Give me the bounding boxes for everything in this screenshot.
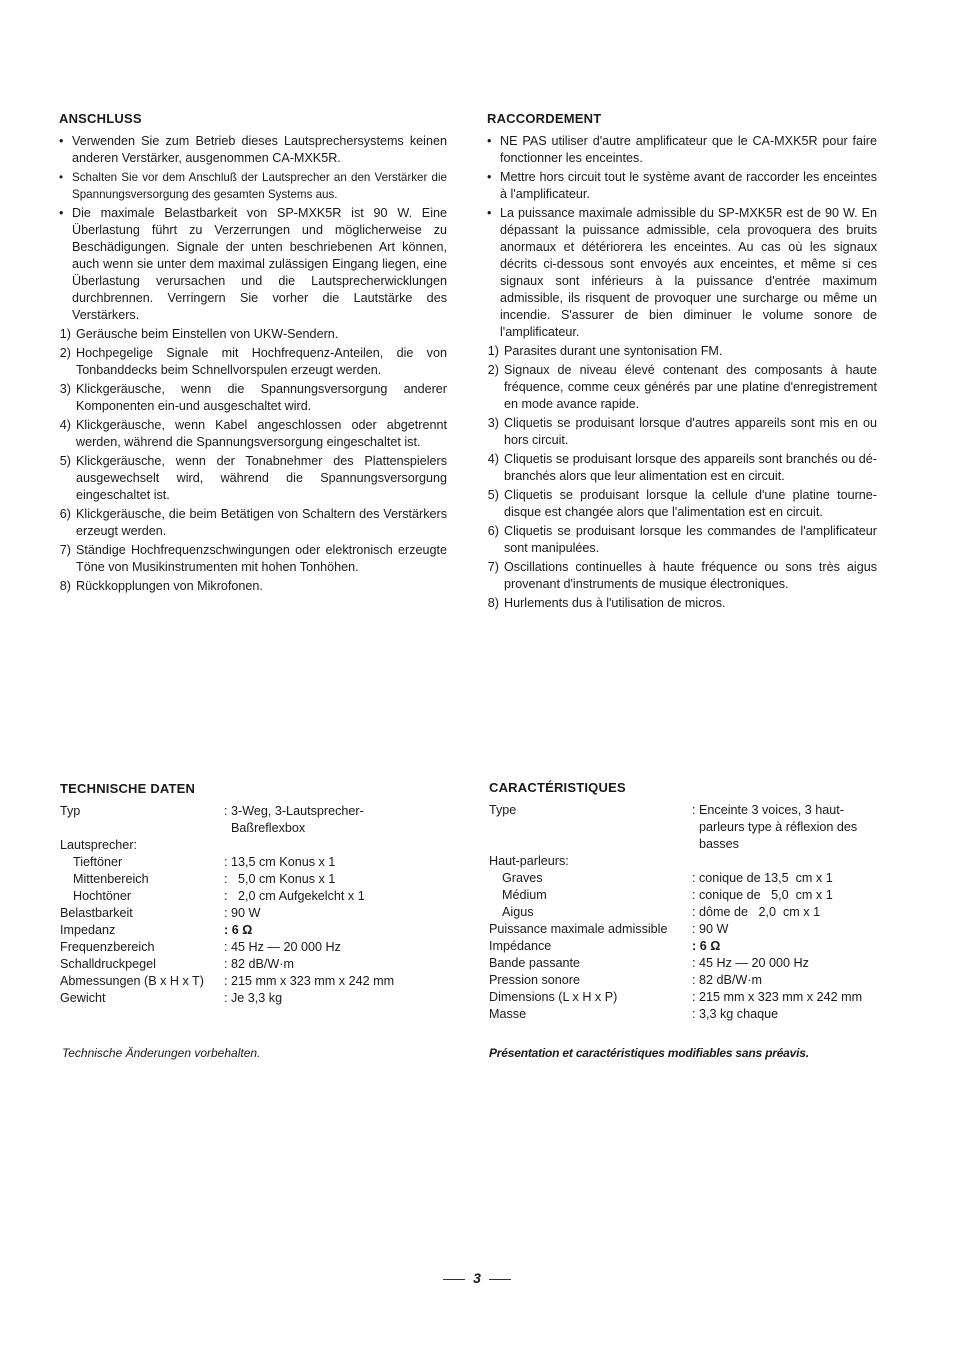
- list-item: 2) Signaux de niveau élevé contenant des composants à haute fréquence, comme ceux générés par une platine d'enregistrement en mode avance rapide.: [487, 363, 877, 411]
- caracteristiques-section: [489, 779, 877, 1023]
- spec-row: Frequenzbereich : 45 Hz — 20 000 Hz: [60, 940, 341, 954]
- divider: [443, 1279, 465, 1280]
- caracteristiques-heading: CARACTÉRISTIQUES: [489, 780, 626, 795]
- spec-row: Belastbarkeit : 90 W: [60, 906, 261, 920]
- list-item: 8) Rückkopplungen von Mikrofonen.: [59, 579, 263, 593]
- list-item: 5) Cliquetis se produisant lorsque la cellule d'une platine tourne-disque est changée alors que l'alimentation est en circuit.: [487, 488, 877, 519]
- page-footer: [0, 1270, 954, 1286]
- technische-daten-note: Technische Änderungen vorbehalten.: [62, 1046, 261, 1060]
- page-number: 3: [473, 1270, 481, 1286]
- list-item: 2) Hochpegelige Signale mit Hochfrequenz-Anteilen, die von Tonbanddecks beim Schnellvorspulen erzeugt werden.: [59, 346, 447, 377]
- spec-row: Impedanz : 6 Ω: [60, 923, 253, 937]
- spec-row: Haut-parleurs:: [489, 854, 569, 868]
- raccordement-section: [487, 110, 877, 614]
- spec-row: Hochtöner : 2,0 cm Aufgekelcht x 1: [73, 889, 365, 903]
- spec-row: Dimensions (L x H x P) : 215 mm x 323 mm x 242 mm: [489, 990, 863, 1004]
- list-item: 7) Oscillations continuelles à haute fréquence ou sons très aigus provenant d'instruments de musique électroniques.: [487, 560, 877, 591]
- list-item: 3) Klickgeräusche, wenn die Spannungsversorgung anderer Komponenten ein-und ausgeschaltet wird.: [59, 382, 447, 413]
- list-item: 1) Parasites durant une syntonisation FM.: [487, 344, 723, 358]
- list-item: 6) Klickgeräusche, die beim Betätigen von Schaltern des Verstärkers erzeugt werden.: [59, 507, 447, 538]
- list-item: 3) Cliquetis se produisant lorsque d'autres appareils sont mis en ou hors circuit.: [487, 416, 877, 447]
- spec-row: Bande passante : 45 Hz — 20 000 Hz: [489, 956, 809, 970]
- list-item: 4) Cliquetis se produisant lorsque des appareils sont branchés ou dé-branchés alors que leur alimentation est en circuit.: [487, 452, 877, 483]
- list-item: 7) Ständige Hochfrequenzschwingungen oder elektronisch erzeugte Töne von Musikinstrumenten mit hohen Tonhöhen.: [59, 543, 447, 574]
- raccordement-numbered-list: [487, 343, 877, 612]
- list-item: 6) Cliquetis se produisant lorsque les commandes de l'amplificateur sont manipulées.: [487, 524, 877, 555]
- spec-row: Type : Enceinte 3 voices, 3 haut- parleurs type à réflexion des basses: [489, 803, 858, 851]
- raccordement-heading: RACCORDEMENT: [487, 111, 602, 126]
- list-item: 1) Geräusche beim Einstellen von UKW-Sendern.: [59, 327, 339, 341]
- spec-row: Mittenbereich : 5,0 cm Konus x 1: [73, 872, 336, 886]
- bullet-item: • Mettre hors circuit tout le système avant de raccorder les enceintes à l'amplificateur.: [487, 169, 877, 203]
- spec-row: Médium : conique de 5,0 cm x 1: [502, 888, 833, 902]
- spec-row: Puissance maximale admissible : 90 W: [489, 922, 729, 936]
- spec-row: Graves : conique de 13,5 cm x 1: [502, 871, 833, 885]
- bullet-item: • NE PAS utiliser d'autre amplificateur que le CA-MXK5R pour faire fonctionner les enceintes.: [487, 133, 877, 167]
- spec-row: Abmessungen (B x H x T) : 215 mm x 323 mm x 242 mm: [60, 974, 395, 988]
- spec-row: Tieftöner : 13,5 cm Konus x 1: [73, 855, 336, 869]
- technische-daten-section: [60, 780, 450, 1007]
- spec-row: Masse : 3,3 kg chaque: [489, 1007, 779, 1021]
- spec-row: Aigus : dôme de 2,0 cm x 1: [502, 905, 821, 919]
- divider: [489, 1279, 511, 1280]
- spec-row: Lautsprecher:: [60, 838, 138, 852]
- anschluss-numbered-list: [59, 326, 447, 595]
- bullet-item: • Verwenden Sie zum Betrieb dieses Lautsprechersystems keinen anderen Verstärker, ausgenommen CA-MXK5R.: [59, 133, 447, 167]
- list-item: 5) Klickgeräusche, wenn der Tonabnehmer des Plattenspielers ausgewechselt wird, während die Spannungsversorgung eingeschaltet ist.: [59, 454, 447, 502]
- bullet-item: • Schalten Sie vor dem Anschluß der Lautsprecher an den Verstärker die Spannungsversorgung des gesamten Systems aus.: [59, 169, 447, 203]
- list-item: 8) Hurlements dus à l'utilisation de micros.: [487, 596, 726, 610]
- caracteristiques-note: Présentation et caractéristiques modifiables sans préavis.: [489, 1046, 809, 1060]
- spec-row: Schalldruckpegel : 82 dB/W·m: [60, 957, 294, 971]
- bullet-item: • Die maximale Belastbarkeit von SP-MXK5R ist 90 W. Eine Überlastung führt zu Verzerrungen und möglicherweise zu Beschädigungen. Signale der unten beschriebenen Art können, auch wenn sie unter dem maximal zulässigen Eingang liegen, eine Überlastung verursachen und die Lautsprecherwicklungen durchbrennen. Verringern Sie vorher die Lautstärke des Verstärkers.: [59, 205, 447, 324]
- anschluss-heading: ANSCHLUSS: [59, 111, 142, 126]
- raccordement-bullets: [487, 133, 877, 341]
- technische-daten-heading: TECHNISCHE DATEN: [60, 781, 196, 796]
- spec-row: Impédance : 6 Ω: [489, 939, 721, 953]
- list-item: 4) Klickgeräusche, wenn Kabel angeschlossen oder abgetrennt werden, während die Spannungsversorgung eingeschaltet ist.: [59, 418, 447, 449]
- anschluss-section: [59, 110, 447, 597]
- anschluss-bullets: [59, 133, 447, 324]
- bullet-item: • La puissance maximale admissible du SP-MXK5R est de 90 W. En dépassant la puissance admissible, cela provoquera des bruits anormaux et détériorera les enceintes. Au cas où les signaux décrits ci-dessous sont envoyés aux enceintes, et même si ces signaux sont inférieurs à la puissance d'entrée maximum admissible, ils risquent de provoquer une surcharge ou même un incendie. S'assurer de bien diminuer le volume sonore de l'amplificateur.: [487, 205, 877, 341]
- spec-row: Typ : 3-Weg, 3-Lautsprecher- Baßreflexbox: [60, 804, 364, 835]
- spec-row: Gewicht : Je 3,3 kg: [60, 991, 283, 1005]
- spec-row: Pression sonore : 82 dB/W·m: [489, 973, 762, 987]
